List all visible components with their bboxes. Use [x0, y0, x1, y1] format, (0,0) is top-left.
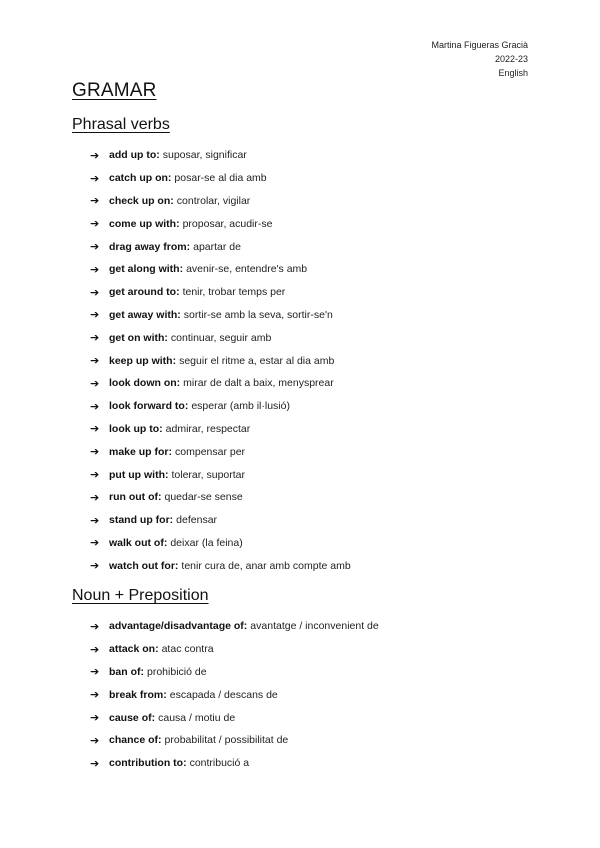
- subject-name: English: [498, 68, 528, 78]
- list-item: [90, 638, 379, 661]
- item-meaning: quedar-se sense: [164, 491, 243, 504]
- arrow-right-icon: ➔: [90, 241, 100, 254]
- item-term: watch out for:: [109, 559, 179, 572]
- arrow-right-icon: ➔: [90, 286, 100, 299]
- item-term: break from:: [109, 688, 167, 701]
- page-title: GRAMAR: [72, 80, 157, 101]
- noun-preposition-list: [90, 615, 379, 775]
- section-heading-noun-preposition: Noun + Preposition: [72, 587, 209, 604]
- item-term: look forward to:: [109, 400, 189, 413]
- item-meaning: apartar de: [193, 240, 241, 253]
- item-term: advantage/disadvantage of:: [109, 620, 248, 633]
- item-meaning: contribució a: [189, 757, 250, 770]
- arrow-right-icon: ➔: [90, 734, 100, 747]
- item-term: keep up with:: [109, 354, 177, 367]
- item-term: add up to:: [109, 149, 160, 162]
- arrow-right-icon: ➔: [90, 537, 100, 550]
- list-item: [90, 706, 379, 729]
- list-item: [90, 661, 379, 684]
- item-term: come up with:: [109, 217, 180, 230]
- list-item: [90, 729, 379, 752]
- list-item: [90, 683, 379, 706]
- list-item: [90, 554, 351, 577]
- arrow-right-icon: ➔: [90, 218, 100, 231]
- arrow-right-icon: ➔: [90, 491, 100, 504]
- list-item: [90, 167, 351, 190]
- item-meaning: atac contra: [161, 643, 214, 656]
- list-item: [90, 752, 379, 775]
- item-meaning: proposar, acudir-se: [182, 217, 273, 230]
- arrow-right-icon: ➔: [90, 689, 100, 702]
- list-item: [90, 349, 351, 372]
- item-meaning: continuar, seguir amb: [170, 331, 272, 344]
- item-meaning: avenir-se, entendre's amb: [186, 263, 308, 276]
- arrow-right-icon: ➔: [90, 332, 100, 345]
- item-meaning: causa / motiu de: [158, 711, 236, 724]
- item-meaning: tenir cura de, anar amb compte amb: [181, 559, 351, 572]
- item-term: look down on:: [109, 377, 181, 390]
- arrow-right-icon: ➔: [90, 666, 100, 679]
- item-term: chance of:: [109, 734, 162, 747]
- item-meaning: deixar (la feina): [170, 536, 243, 549]
- list-item: [90, 144, 351, 167]
- section-heading-phrasal-verbs: Phrasal verbs: [72, 116, 170, 133]
- list-item: [90, 615, 379, 638]
- list-item: [90, 326, 351, 349]
- item-term: get around to:: [109, 286, 180, 299]
- item-meaning: escapada / descans de: [169, 688, 278, 701]
- item-meaning: controlar, vigilar: [176, 194, 251, 207]
- item-term: look up to:: [109, 422, 163, 435]
- arrow-right-icon: ➔: [90, 263, 100, 276]
- item-term: check up on:: [109, 194, 174, 207]
- item-meaning: tenir, trobar temps per: [182, 286, 286, 299]
- item-meaning: admirar, respectar: [165, 422, 251, 435]
- item-term: catch up on:: [109, 172, 172, 185]
- arrow-right-icon: ➔: [90, 309, 100, 322]
- school-year: 2022-23: [494, 54, 528, 64]
- arrow-right-icon: ➔: [90, 446, 100, 459]
- item-term: get on with:: [109, 331, 168, 344]
- arrow-right-icon: ➔: [90, 712, 100, 725]
- item-term: put up with:: [109, 468, 169, 481]
- list-item: [90, 258, 351, 281]
- item-term: attack on:: [109, 643, 159, 656]
- item-term: ban of:: [109, 665, 144, 678]
- item-term: walk out of:: [109, 536, 168, 549]
- item-meaning: mirar de dalt a baix, menysprear: [183, 377, 334, 390]
- arrow-right-icon: ➔: [90, 149, 100, 162]
- list-item: [90, 281, 351, 304]
- item-meaning: esperar (amb il·lusió): [191, 400, 290, 413]
- item-meaning: seguir el ritme a, estar al dia amb: [179, 354, 335, 367]
- item-meaning: probabilitat / possibilitat de: [164, 734, 289, 747]
- phrasal-verbs-list: [90, 144, 351, 577]
- item-meaning: sortir-se amb la seva, sortir-se'n: [183, 308, 333, 321]
- list-item: [90, 418, 351, 441]
- list-item: [90, 235, 351, 258]
- item-meaning: prohibició de: [147, 665, 207, 678]
- list-item: [90, 372, 351, 395]
- list-item: [90, 190, 351, 213]
- arrow-right-icon: ➔: [90, 172, 100, 185]
- item-term: make up for:: [109, 445, 173, 458]
- item-meaning: suposar, significar: [162, 149, 247, 162]
- item-term: get along with:: [109, 263, 184, 276]
- author-name: Martina Figueras Gracià: [431, 40, 528, 50]
- list-item: [90, 304, 351, 327]
- item-term: cause of:: [109, 711, 156, 724]
- arrow-right-icon: ➔: [90, 423, 100, 436]
- arrow-right-icon: ➔: [90, 195, 100, 208]
- item-meaning: tolerar, suportar: [171, 468, 246, 481]
- item-term: contribution to:: [109, 757, 187, 770]
- arrow-right-icon: ➔: [90, 377, 100, 390]
- list-item: [90, 212, 351, 235]
- arrow-right-icon: ➔: [90, 469, 100, 482]
- item-meaning: avantatge / inconvenient de: [250, 620, 379, 633]
- arrow-right-icon: ➔: [90, 757, 100, 770]
- item-term: run out of:: [109, 491, 162, 504]
- item-term: stand up for:: [109, 514, 174, 527]
- item-term: drag away from:: [109, 240, 191, 253]
- arrow-right-icon: ➔: [90, 514, 100, 527]
- item-term: get away with:: [109, 308, 181, 321]
- list-item: [90, 463, 351, 486]
- list-item: [90, 395, 351, 418]
- arrow-right-icon: ➔: [90, 620, 100, 633]
- arrow-right-icon: ➔: [90, 355, 100, 368]
- item-meaning: compensar per: [175, 445, 246, 458]
- arrow-right-icon: ➔: [90, 400, 100, 413]
- list-item: [90, 486, 351, 509]
- arrow-right-icon: ➔: [90, 643, 100, 656]
- list-item: [90, 509, 351, 532]
- list-item: [90, 532, 351, 555]
- list-item: [90, 440, 351, 463]
- item-meaning: defensar: [176, 514, 218, 527]
- arrow-right-icon: ➔: [90, 560, 100, 573]
- document-header: [431, 38, 528, 80]
- item-meaning: posar-se al dia amb: [174, 172, 267, 185]
